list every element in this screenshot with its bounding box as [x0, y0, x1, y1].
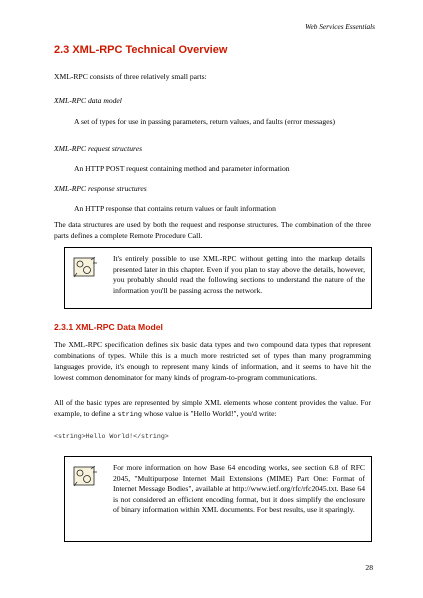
- term-data-model: XML-RPC data model: [54, 96, 122, 105]
- desc-data-model: A set of types for use in passing parameters, return values, and faults (error messages): [74, 117, 336, 126]
- term-response-structures: XML-RPC response structures: [54, 184, 147, 193]
- note-icon: [71, 254, 99, 280]
- summary-paragraph: The data structures are used by both the request and response structures. The combination of the three parts defines a complete Remote Procedure Call.: [54, 220, 371, 240]
- note-box: [64, 247, 372, 309]
- code-example: <string>Hello World!</string>: [54, 433, 169, 440]
- basic-types-text-start: All of the basic types are represented by simple XML elements whose content provides the value. For example, to define a: [54, 398, 371, 418]
- note-box-base64: [64, 456, 372, 542]
- running-header: Web Services Essentials: [305, 22, 375, 31]
- desc-request-structures: An HTTP POST request containing method and parameter information: [74, 164, 290, 173]
- data-model-paragraph: The XML-RPC specification defines six basic data types and two compound data types that represent combinations of types. While this is a much more restricted set of types than many programming languages provide, it's enough to represent many kinds of information, and it seems to have hit the lowest common denominator for many kinds of program-to-program communications.: [54, 340, 371, 382]
- note-text-base64: [113, 463, 365, 516]
- subsection-heading: 2.3.1 XML-RPC Data Model: [54, 322, 163, 332]
- page-number: 28: [365, 563, 373, 572]
- basic-types-text-end: whose value is "Hello World!", you'd write:: [141, 409, 277, 418]
- note-text: It's entirely possible to use XML-RPC without getting into the markup details presented later in this chapter. Even if you plan to stay above the details, however, you probably should read the following sections to understand the nature of the information you'll be passing across the network.: [113, 254, 365, 295]
- desc-response-structures: An HTTP response that contains return values or fault information: [74, 204, 276, 213]
- term-request-structures: XML-RPC request structures: [54, 144, 143, 153]
- section-heading: 2.3 XML-RPC Technical Overview: [54, 44, 228, 56]
- note2-text-start: For more information on how Base 64 encoding works, see section 6.8 of RFC 2045, "Multipurpose Internet Mail Extensions (MIME) Part One: Format of Internet Message Bodies", available at: [113, 463, 365, 494]
- note2-text-end: . Base 64 is not considered an efficient encoding format, but it does simplify the enclosure of binary information within XML documents. For best results, use it sparingly.: [113, 484, 365, 515]
- inline-code-string: string: [117, 411, 142, 419]
- intro-paragraph: XML-RPC consists of three relatively small parts:: [54, 72, 207, 81]
- basic-types-paragraph: [54, 397, 371, 421]
- note-icon: [71, 463, 99, 489]
- rfc2045-link[interactable]: http://www.ietf.org/rfc/rfc2045.txt: [232, 484, 337, 494]
